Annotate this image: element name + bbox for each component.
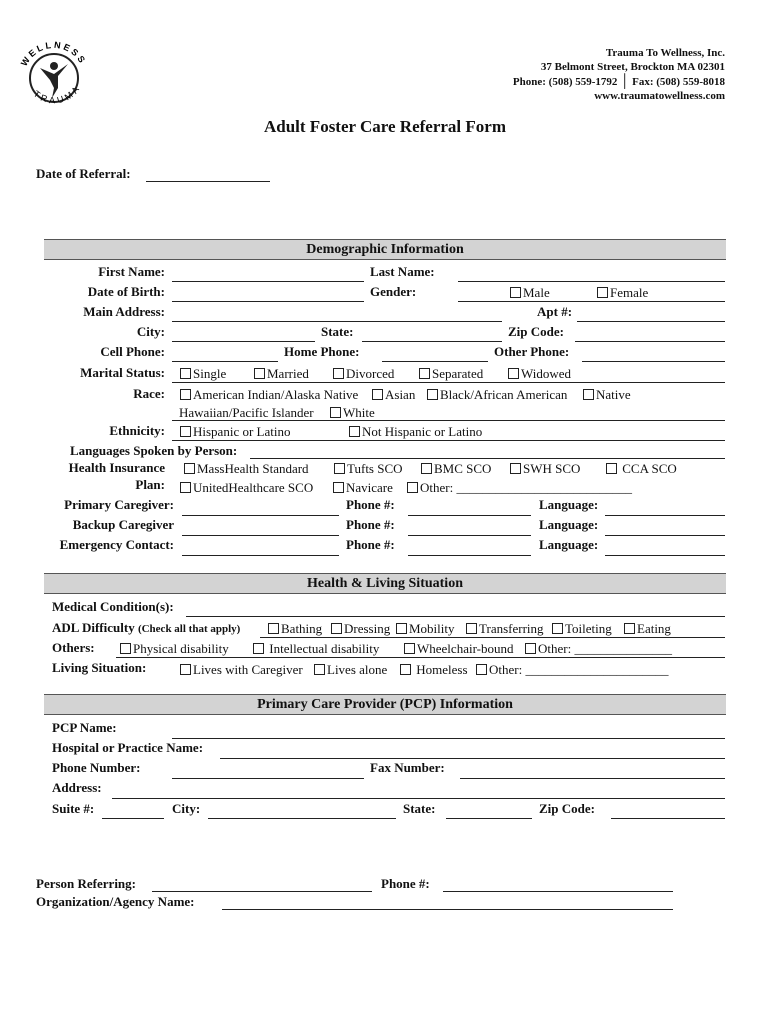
checkbox-icon <box>180 664 191 675</box>
marital-single[interactable]: Single <box>180 366 226 382</box>
state-field[interactable] <box>362 341 502 342</box>
gender-line <box>458 301 725 302</box>
emergency-contact-label: Emergency Contact: <box>59 537 174 552</box>
checkbox-icon <box>552 623 563 634</box>
primary-caregiver-label: Primary Caregiver: <box>64 497 174 512</box>
adl-note: (Check all that apply) <box>137 623 241 635</box>
checkbox-icon <box>510 463 521 474</box>
pcp-fax-label: Fax Number: <box>370 760 445 775</box>
ins-tufts[interactable]: Tufts SCO <box>334 461 403 477</box>
medical-condition-label: Medical Condition(s): <box>52 599 174 614</box>
pcp-zip-field[interactable] <box>611 818 725 819</box>
city-field[interactable] <box>172 341 315 342</box>
race-line2-text: Hawaiian/Pacific Islander <box>179 405 314 420</box>
pcp-city-field[interactable] <box>208 818 396 819</box>
suite-label: Suite #: <box>52 801 95 816</box>
ins-navicare[interactable]: Navicare <box>333 480 393 496</box>
other-phone-field[interactable] <box>582 361 725 362</box>
ins-bmc[interactable]: BMC SCO <box>421 461 491 477</box>
dob-field[interactable] <box>172 301 364 302</box>
checkbox-icon <box>404 643 415 654</box>
checkbox-icon <box>396 623 407 634</box>
main-address-label: Main Address: <box>83 304 165 319</box>
adl-toileting[interactable]: Toileting <box>552 621 612 637</box>
checkbox-icon <box>427 389 438 400</box>
checkbox-icon <box>314 664 325 675</box>
form-title: Adult Foster Care Referral Form <box>263 117 506 136</box>
ins-other[interactable]: Other: ___________________________ <box>407 480 632 496</box>
checkbox-icon <box>334 463 345 474</box>
languages-label: Languages Spoken by Person: <box>70 443 238 458</box>
demographic-heading: Demographic Information <box>44 239 726 260</box>
primary-language-label: Language: <box>539 497 599 512</box>
primary-caregiver-field[interactable] <box>182 515 339 516</box>
others-wheelchair[interactable]: Wheelchair-bound <box>404 641 513 657</box>
race-line <box>172 420 725 421</box>
emergency-language-field[interactable] <box>605 555 725 556</box>
living-homeless[interactable]: Homeless <box>400 662 468 678</box>
ethnicity-line <box>172 440 725 441</box>
others-other[interactable]: Other: _______________ <box>525 641 672 657</box>
emergency-language-label: Language: <box>539 537 599 552</box>
pcp-address-label: Address: <box>52 780 102 795</box>
ins-masshealth[interactable]: MassHealth Standard <box>184 461 309 477</box>
primary-phone-label: Phone #: <box>346 497 395 512</box>
suite-field[interactable] <box>102 818 164 819</box>
hospital-label: Hospital or Practice Name: <box>52 740 204 755</box>
checkbox-icon <box>333 482 344 493</box>
checkbox-icon <box>400 664 411 675</box>
date-of-referral-field[interactable] <box>146 181 270 182</box>
company-header: Trauma To Wellness, Inc. 37 Belmont Street, Brockton MA 02301 Phone: (508) 559-1792 │ Fax: (508) 559-8018 www.traumatowellness.com <box>512 47 725 102</box>
checkbox-icon <box>253 643 264 654</box>
organization-label: Organization/Agency Name: <box>36 894 195 909</box>
backup-phone-label: Phone #: <box>346 517 395 532</box>
checkbox-icon <box>349 426 360 437</box>
company-name: Trauma To Wellness, Inc. <box>605 47 725 59</box>
race-label: Race: <box>133 386 165 401</box>
gender-label: Gender: <box>370 284 417 299</box>
checkbox-icon <box>180 482 191 493</box>
checkbox-icon <box>372 389 383 400</box>
checkbox-icon <box>180 426 191 437</box>
pcp-heading: Primary Care Provider (PCP) Information <box>44 694 726 715</box>
company-website: www.traumatowellness.com <box>594 90 725 102</box>
city-label: City: <box>136 324 165 339</box>
checkbox-icon <box>508 368 519 379</box>
person-referring-label: Person Referring: <box>36 876 136 891</box>
organization-field[interactable] <box>222 909 673 910</box>
marital-married[interactable]: Married <box>254 366 309 382</box>
checkbox-icon <box>268 623 279 634</box>
race-asian[interactable]: Asian <box>372 387 415 403</box>
checkbox-icon <box>184 463 195 474</box>
referrer-phone-field[interactable] <box>443 891 673 892</box>
checkbox-icon <box>407 482 418 493</box>
emergency-contact-field[interactable] <box>182 555 339 556</box>
checkbox-icon <box>331 623 342 634</box>
backup-language-label: Language: <box>539 517 599 532</box>
checkbox-icon <box>333 368 344 379</box>
first-name-field[interactable] <box>172 281 364 282</box>
adl-line <box>260 637 725 638</box>
apt-label: Apt #: <box>537 304 573 319</box>
backup-phone-field[interactable] <box>408 535 531 536</box>
checkbox-icon <box>510 287 521 298</box>
race-black[interactable]: Black/African American <box>427 387 567 403</box>
others-intellectual[interactable]: Intellectual disability <box>253 641 379 657</box>
company-address: 37 Belmont Street, Brockton MA 02301 <box>540 61 725 73</box>
health-insurance-label: Health Insurance <box>68 460 165 475</box>
date-of-referral-label: Date of Referral: <box>36 166 131 181</box>
backup-language-field[interactable] <box>605 535 725 536</box>
ins-cca[interactable]: CCA SCO <box>606 461 677 477</box>
pcp-city-label: City: <box>172 801 201 816</box>
marital-status-label: Marital Status: <box>80 365 165 380</box>
cell-phone-label: Cell Phone: <box>100 344 165 359</box>
main-address-field[interactable] <box>172 321 502 322</box>
pcp-state-label: State: <box>403 801 436 816</box>
ins-united[interactable]: UnitedHealthcare SCO <box>180 480 313 496</box>
others-label: Others: <box>52 640 95 655</box>
adl-dressing[interactable]: Dressing <box>331 621 390 637</box>
cell-phone-field[interactable] <box>172 361 278 362</box>
checkbox-icon <box>421 463 432 474</box>
state-label: State: <box>321 324 354 339</box>
zip-field[interactable] <box>575 341 725 342</box>
medical-condition-field[interactable] <box>186 616 725 617</box>
other-phone-label: Other Phone: <box>494 344 570 359</box>
checkbox-icon <box>419 368 430 379</box>
dob-label: Date of Birth: <box>87 284 165 299</box>
apt-field[interactable] <box>577 321 725 322</box>
backup-caregiver-field[interactable] <box>182 535 339 536</box>
ethnicity-label: Ethnicity: <box>109 423 165 438</box>
adl-mobility[interactable]: Mobility <box>396 621 455 637</box>
pcp-name-field[interactable] <box>172 738 725 739</box>
checkbox-icon <box>476 664 487 675</box>
checkbox-icon <box>330 407 341 418</box>
marital-separated[interactable]: Separated <box>419 366 483 382</box>
company-fax: Fax: (508) 559-8018 <box>632 76 725 88</box>
languages-field[interactable] <box>250 458 725 459</box>
primary-language-field[interactable] <box>605 515 725 516</box>
last-name-field[interactable] <box>458 281 725 282</box>
race-white[interactable]: White <box>330 405 375 421</box>
adl-bathing[interactable]: Bathing <box>268 621 322 637</box>
backup-caregiver-label: Backup Caregiver <box>72 517 174 532</box>
pcp-phone-label: Phone Number: <box>52 760 141 775</box>
company-logo <box>14 38 94 114</box>
checkbox-icon <box>525 643 536 654</box>
living-caregiver[interactable]: Lives with Caregiver <box>180 662 303 678</box>
checkbox-icon <box>180 389 191 400</box>
living-alone[interactable]: Lives alone <box>314 662 387 678</box>
person-referring-field[interactable] <box>152 891 372 892</box>
checkbox-icon <box>120 643 131 654</box>
checkbox-icon <box>583 389 594 400</box>
gender-male-option[interactable]: Male <box>510 285 550 301</box>
zip-label: Zip Code: <box>508 324 564 339</box>
checkbox-icon <box>606 463 617 474</box>
living-other[interactable]: Other: ______________________ <box>476 662 668 678</box>
marital-widowed[interactable]: Widowed <box>508 366 571 382</box>
adl-label: ADL Difficulty (Check all that apply) <box>52 620 241 635</box>
living-situation-label: Living Situation: <box>52 660 147 675</box>
primary-phone-field[interactable] <box>408 515 531 516</box>
others-line <box>116 657 725 658</box>
checkbox-icon <box>254 368 265 379</box>
pcp-fax-field[interactable] <box>460 778 725 779</box>
company-phone: Phone: (508) 559-1792 <box>512 76 618 88</box>
svg-text:TRAUMA: TRAUMA <box>31 82 83 106</box>
plan-label: Plan: <box>135 477 165 492</box>
adl-eating[interactable]: Eating <box>624 621 671 637</box>
others-physical[interactable]: Physical disability <box>120 641 229 657</box>
last-name-label: Last Name: <box>370 264 435 279</box>
checkbox-icon <box>624 623 635 634</box>
hospital-field[interactable] <box>220 758 725 759</box>
pcp-address-field[interactable] <box>112 798 725 799</box>
checkbox-icon <box>466 623 477 634</box>
checkbox-icon <box>597 287 608 298</box>
home-phone-field[interactable] <box>382 361 488 362</box>
health-heading: Health & Living Situation <box>44 573 726 594</box>
pcp-zip-label: Zip Code: <box>539 801 595 816</box>
referrer-phone-label: Phone #: <box>381 876 430 891</box>
ethnicity-not-hispanic[interactable]: Not Hispanic or Latino <box>349 424 482 440</box>
emergency-phone-label: Phone #: <box>346 537 395 552</box>
ins-swh[interactable]: SWH SCO <box>510 461 580 477</box>
first-name-label: First Name: <box>98 264 165 279</box>
ethnicity-hispanic[interactable]: Hispanic or Latino <box>180 424 290 440</box>
svg-text:WELLNESS: WELLNESS <box>18 39 89 68</box>
pcp-phone-field[interactable] <box>172 778 364 779</box>
home-phone-label: Home Phone: <box>284 344 360 359</box>
adl-transferring[interactable]: Transferring <box>466 621 544 637</box>
race-native-hawaiian[interactable]: Native <box>583 387 631 403</box>
pcp-name-label: PCP Name: <box>52 720 117 735</box>
race-american-indian[interactable]: American Indian/Alaska Native <box>180 387 358 403</box>
checkbox-icon <box>180 368 191 379</box>
gender-female-option[interactable]: Female <box>597 285 648 301</box>
marital-line <box>172 382 725 383</box>
pcp-state-field[interactable] <box>446 818 532 819</box>
marital-divorced[interactable]: Divorced <box>333 366 394 382</box>
emergency-phone-field[interactable] <box>408 555 531 556</box>
